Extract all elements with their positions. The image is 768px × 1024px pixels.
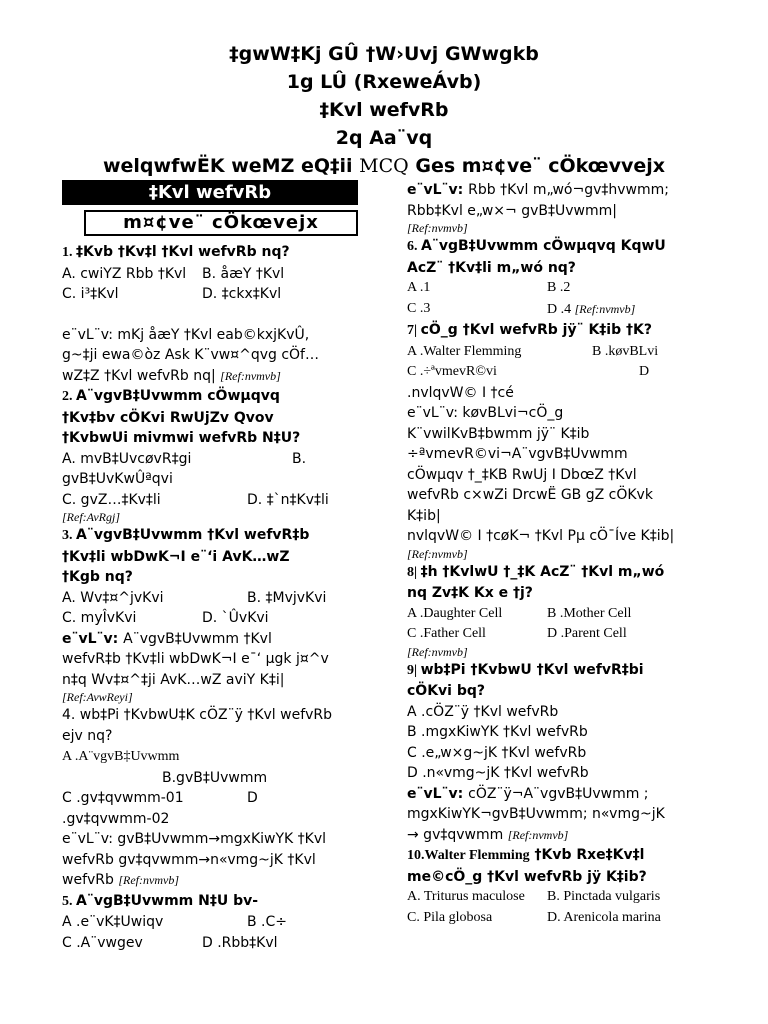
question-7-options-cd: C .÷ªvmevR©vi D — [407, 364, 650, 379]
question-10-options-ab: A. Triturus maculose B. Pinctada vulgaris — [407, 889, 661, 904]
header-mcq: MCQ — [359, 155, 409, 177]
question-3-options-ab: A. Wv‡¤^jvKvi B. ‡MvjvKvi — [62, 589, 327, 606]
explanation-3: e¨vL¨v: A¨vgvB‡Uvwmm †Kvl — [62, 630, 272, 647]
explanation-9: e¨vL¨v: cÖZ¨ÿ¬A¨vgvB‡Uvwmm ; — [407, 785, 649, 802]
header-line-4: 2q Aa¨vq — [335, 127, 433, 149]
section-title-box: ‡Kvl wefvRb — [62, 180, 358, 205]
reference: [Ref:nvmvb] — [118, 873, 179, 887]
header-line-3: ‡Kvl wefvRb — [319, 99, 449, 121]
explanation-5: e¨vL¨v: Rbb †Kvl m„wó¬gv‡hvwmm; — [407, 182, 669, 198]
question-9-option-a: A .cÖZ¨ÿ †Kvl wefvRb — [407, 703, 559, 720]
reference: [Ref:AvwReyi] — [62, 690, 133, 704]
reference: [Ref:nvmvb] — [220, 368, 281, 383]
question-4-option-a: A .A¨vgvB‡Uvwmm — [62, 749, 180, 764]
right-column: e¨vL¨v: Rbb †Kvl m„wó¬gv‡hvwmm; Rbb‡Kvl e„w×¬ gvB‡Uvwmm| [Ref:nvmvb] 6. A¨vgB‡Uvwmm cÖwµqvq KqwU AcZ¨ †Kv‡li m„wó nq? A .1 B .2 C .3 D .4 [Ref:nvmvb] 7| cÖ_g †Kvl wefvRb jÿ¨ K‡ib †K? A .Walter Flemming B .køvBLvi C .÷ªvmevR©vi D .nvlqvW© I †cé e¨vL¨v: køvBLvi¬cÖ_g K¨vwilKvB‡bwmm jÿ¨ K‡ib ÷ªvmevR©vi¬A¨vgvB‡Uvwmm cÖwµqv †_‡KB RwUj I DbœZ †Kvl wefvRb c×wZi DrcwË GB gZ cÖKvk K‡ib| nvlqvW© I †cøK¬ †Kvl Pµ cÖ¯Íve K‡ib| [Ref:nvmvb] 8| ‡h †KvlwU †_‡K AcZ¨ †Kvl m„wó nq Zv‡K Kx e †j? A .Daughter Cell B .Mother Cell C .Father Cell D .Parent Cell [Ref:nvmvb] 9| wb‡Pi †KvbwU †Kvl wefvR‡bi cÖKvi bq? A .cÖZ¨ÿ †Kvl wefvRb B .mgxKiwYK †Kvl wefvRb C .e„w×g~jK †Kvl wefvRb D .n«vmg~jK †Kvl wefvRb e¨vL¨v: cÖZ¨ÿ¬A¨vgvB‡Uvwmm ; mgxKiwYK¬gvB‡Uvwmm; n«vmg~jK → gv‡qvwmm [Ref:nvmvb] 10.Walter Flemming †Kvb Rxe‡Kv‡l me©cÖ_g †Kvl wefvRb jÿ K‡ib? A. Triturus maculose B. Pinctada vulgaris C. Pila globosa D. Arenicola marina — [407, 180, 707, 928]
header-line-2: 1g LÛ (RxeweÁvb) — [286, 71, 482, 93]
page-header — [0, 40, 768, 180]
question-4-option-b: B.gvB‡Uvwmm — [162, 769, 268, 786]
question-7-options-ab: A .Walter Flemming B .køvBLvi — [407, 343, 659, 359]
question-6-options-ab: A .1 B .2 — [407, 280, 571, 295]
reference: [Ref:AvRgj] — [62, 510, 120, 524]
header-line-5-post: Ges m¤¢ve¨ cÖkœvvejx — [408, 155, 666, 177]
question-8: 8| ‡h †KvlwU †_‡K AcZ¨ †Kvl m„wó — [407, 563, 665, 580]
reference: [Ref:nvmvb] — [407, 644, 468, 659]
header-line-5-pre: welqwfwËK weMZ eQ‡ii — [102, 155, 360, 177]
left-column: ‡Kvl wefvRb m¤¢ve¨ cÖkœvejx 1. ‡Kvb †Kv‡l †Kvl wefvRb nq? A. cwiYZ Rbb †Kvl B. åæY †Kvl C. i³‡Kvl D. ‡ckx‡Kvl e¨vL¨v: mKj åæY †Kvl eab©kxjKvÛ, g~‡ji ewa©òz Ask K¨vw¤^qvg cÖf… wZ‡Z †Kvl wefvRb nq| [Ref:nvmvb] 2. A¨vgvB‡Uvwmm cÖwµqvq †Kv‡bv cÖKvi RwUjZv Qvov †KvbwUi mivmwi wefvRb N‡U? A. mvB‡UvcøvR‡gi B. gvB‡UvKwÛªqvi C. gvZ…‡Kv‡li D. ‡`n‡Kv‡li [Ref:AvRgj] 3. A¨vgvB‡Uvwmm †Kvl wefvR‡b †Kv‡li wbDwK¬I e¨‘i AvK…wZ †Kgb nq? A. Wv‡¤^jvKvi B. ‡MvjvKvi C. myÎvKvi D. `ÛvKvi e¨vL¨v: A¨vgvB‡Uvwmm †Kvl wefvR‡b †Kv‡li wbDwK¬I e¯‘ µgk j¤^v n‡q Wv‡¤^‡ji AvK…wZ aviY K‡i| [Ref:AvwReyi] 4. wb‡Pi †KvbwU‡K cÖZ¨ÿ †Kvl wefvRb ejv nq? A .A¨vgvB‡Uvwmm B.gvB‡Uvwmm C .gv‡qvwmm-01 D .gv‡qvwmm-02 e¨vL¨v: gvB‡Uvwmm→mgxKiwYK †Kvl wefvRb gv‡qvwmm→n«vmg~jK †Kvl wefvRb [Ref:nvmvb] 5. A¨vgB‡Uvwmm N‡U bv- A .e¨vK‡Uwiqv B .C÷ C .A¨vwgev D .Rbb‡Kvl — [62, 180, 362, 953]
question-2-options-cd: C. gvZ…‡Kv‡li D. ‡`n‡Kv‡li — [62, 491, 329, 508]
explanation-4: e¨vL¨v: gvB‡Uvwmm→mgxKiwYK †Kvl — [62, 831, 327, 847]
question-6-options-cd: C .3 D .4 [Ref:nvmvb] — [407, 300, 636, 317]
question-3: 3. A¨vgvB‡Uvwmm †Kvl wefvR‡b — [62, 527, 310, 543]
question-9-option-b: B .mgxKiwYK †Kvl wefvRb — [407, 724, 588, 740]
reference: [Ref:nvmvb] — [407, 546, 468, 561]
question-7: 7| cÖ_g †Kvl wefvRb jÿ¨ K‡ib †K? — [407, 322, 652, 338]
question-9-option-d: D .n«vmg~jK †Kvl wefvRb — [407, 765, 589, 781]
question-5: 5. A¨vgB‡Uvwmm N‡U bv- — [62, 892, 259, 909]
reference: [Ref:nvmvb] — [574, 301, 636, 316]
question-4-options-cd: C .gv‡qvwmm-01 D — [62, 790, 258, 806]
question-2: 2. A¨vgvB‡Uvwmm cÖwµqvq — [62, 388, 280, 404]
question-6: 6. A¨vgB‡Uvwmm cÖwµqvq KqwU — [407, 238, 666, 254]
question-10: 10.Walter Flemming †Kvb Rxe‡Kv‡l — [407, 847, 645, 863]
question-9-option-c: C .e„w×g~jK †Kvl wefvRb — [407, 744, 587, 761]
header-line-1: ‡gwW‡Kj GÛ †W›Uvj GWwgkb — [229, 43, 539, 65]
section-subtitle-box: m¤¢ve¨ cÖkœvejx — [84, 210, 358, 236]
question-1-options-ab: A. cwiYZ Rbb †Kvl B. åæY †Kvl — [62, 265, 285, 282]
question-5-options-ab: A .e¨vK‡Uwiqv B .C÷ — [62, 914, 288, 930]
question-5-options-cd: C .A¨vwgev D .Rbb‡Kvl — [62, 934, 278, 951]
question-8-options-cd: C .Father Cell D .Parent Cell — [407, 626, 627, 641]
reference: [Ref:nvmvb] — [507, 827, 569, 842]
question-10-options-cd: C. Pila globosa D. Arenicola marina — [407, 909, 661, 925]
question-8-options-ab: A .Daughter Cell B .Mother Cell — [407, 605, 632, 621]
question-3-options-cd: C. myÎvKvi D. `ÛvKvi — [62, 610, 269, 626]
reference: [Ref:nvmvb] — [407, 221, 468, 235]
question-1: 1. ‡Kvb †Kv‡l †Kvl wefvRb nq? — [62, 244, 290, 260]
explanation-1: e¨vL¨v: mKj åæY †Kvl eab©kxjKvÛ, — [62, 326, 310, 343]
question-1-options-cd: C. i³‡Kvl D. ‡ckx‡Kvl — [62, 286, 282, 302]
header-line-5 — [0, 152, 768, 180]
question-2-options-ab: A. mvB‡UvcøvR‡gi B. — [62, 450, 307, 467]
question-4: 4. wb‡Pi †KvbwU‡K cÖZ¨ÿ †Kvl wefvRb — [62, 707, 333, 723]
explanation-7: e¨vL¨v: køvBLvi¬cÖ_g — [407, 405, 564, 421]
question-9: 9| wb‡Pi †KvbwU †Kvl wefvR‡bi — [407, 661, 644, 678]
